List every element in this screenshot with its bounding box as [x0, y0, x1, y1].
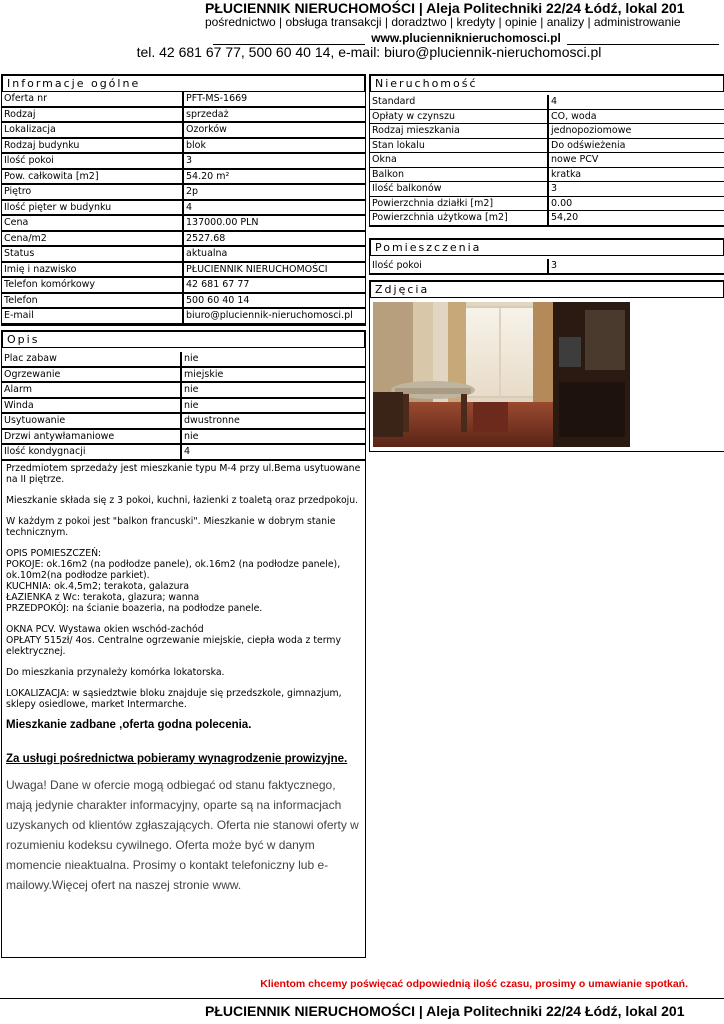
table-row: [370, 109, 724, 124]
field-value: nie: [181, 398, 365, 414]
field-value: 54.20 m²: [183, 169, 365, 185]
field-label: Ogrzewanie: [2, 367, 181, 383]
field-label: Ilość pokoi: [370, 259, 548, 273]
section-title-general: Informacje ogólne: [2, 75, 365, 92]
field-label: Rodzaj budynku: [2, 138, 183, 154]
commission-text: Za usługi pośrednictwa pobieramy wynagrodzenie prowizyjne.: [6, 752, 348, 765]
field-value: nie: [181, 382, 365, 398]
table-row: [370, 124, 724, 139]
field-value: Ozorków: [183, 122, 365, 138]
table-row: [2, 200, 365, 216]
field-label: Plac zabaw: [2, 352, 181, 367]
header-title: PŁUCIENNIK NIERUCHOMOŚCI | Aleja Politechniki 22/24 Łódź, lokal 201: [205, 0, 685, 16]
table-row: [2, 215, 365, 231]
field-value: blok: [183, 138, 365, 154]
section-title-description: Opis: [2, 331, 365, 348]
field-value: aktualna: [183, 246, 365, 262]
desc-paragraph: OKNA PCV. Wystawa okien wschód-zachód OPŁATY 515zł/ 4os. Centralne ogrzewanie miejskie, ciepła woda z termy elektrycznej.: [6, 623, 341, 657]
field-label: Okna: [370, 153, 548, 168]
table-row: [370, 167, 724, 182]
rooms-panel: [369, 238, 724, 275]
field-label: Balkon: [370, 167, 548, 182]
desc-paragraph: Przedmiotem sprzedaży jest mieszkanie typu M-4 przy ul.Bema usytuowane na II piętrze.: [6, 462, 361, 485]
highlight-text: Mieszkanie zadbane ,oferta godna polecenia.: [6, 718, 252, 731]
table-row: [2, 367, 365, 383]
rooms-table: [370, 259, 724, 274]
field-label: Drzwi antywłamaniowe: [2, 429, 181, 445]
table-row: [370, 95, 724, 109]
field-label: Rodzaj mieszkania: [370, 124, 548, 139]
table-row: [2, 184, 365, 200]
field-value: 137000.00 PLN: [183, 215, 365, 231]
field-value: nie: [181, 429, 365, 445]
description-text: [2, 461, 365, 897]
field-value: biuro@pluciennik-nieruchomosci.pl: [183, 308, 365, 324]
table-row: [2, 413, 365, 429]
field-value: PŁUCIENNIK NIERUCHOMOŚCI: [183, 262, 365, 278]
field-value: CO, woda: [548, 109, 724, 124]
field-value: 4: [183, 200, 365, 216]
table-row: [2, 153, 365, 169]
field-value: 2p: [183, 184, 365, 200]
field-value: 54,20: [548, 211, 724, 226]
field-value: 3: [548, 259, 724, 273]
field-label: Ilość pięter w budynku: [2, 200, 183, 216]
section-title-rooms: Pomieszczenia: [370, 239, 724, 256]
property-panel: [369, 74, 724, 227]
footer-note: Klientom chcemy poświęcać odpowiednią ilość czasu, prosimy o umawianie spotkań.: [260, 978, 688, 990]
table-row: [370, 211, 724, 226]
footer-title: PŁUCIENNIK NIERUCHOMOŚCI | Aleja Politechniki 22/24 Łódź, lokal 201: [205, 1003, 685, 1019]
field-value: 0.00: [548, 196, 724, 211]
field-value: nie: [181, 352, 365, 367]
disclaimer-text: Uwaga! Dane w ofercie mogą odbiegać od stanu faktycznego, mają jedynie charakter informacyjny, oparte są na informacjach uzyskanych od klientów zgłaszających. Oferta nie stanowi oferty w rozumieniu kodeksu cywilnego. Oferta może być w danym momencie nieaktualna. Prosimy o kontakt telefoniczny lub e-mailowy.Więcej ofert na naszej stronie www.: [6, 777, 359, 892]
table-row: [2, 138, 365, 154]
field-label: Ilość balkonów: [370, 182, 548, 197]
field-label: Winda: [2, 398, 181, 414]
header-contact: tel. 42 681 67 77, 500 60 40 14, e-mail: biuro@pluciennik-nieruchomosci.pl: [136, 44, 602, 60]
field-label: Cena: [2, 215, 183, 231]
field-value: jednopoziomowe: [548, 124, 724, 139]
field-value: dwustronne: [181, 413, 365, 429]
desc-paragraph: LOKALIZACJA: w sąsiedztwie bloku znajduje się przedszkole, gimnazjum, sklepy osiedlowe, market Intermarche.: [6, 687, 342, 710]
field-label: Ilość pokoi: [2, 153, 183, 169]
field-value: 4: [181, 444, 365, 460]
field-value: nowe PCV: [548, 153, 724, 168]
field-label: Ilość kondygnacji: [2, 444, 181, 460]
header-website-row: [213, 31, 719, 45]
field-value: miejskie: [181, 367, 365, 383]
field-label: Piętro: [2, 184, 183, 200]
header-services: pośrednictwo | obsługa transakcji | doradztwo | kredyty | opinie | analizy | administrowanie: [205, 15, 681, 29]
table-row: [2, 262, 365, 278]
photos-panel: [369, 280, 724, 452]
apartment-photo[interactable]: [373, 302, 630, 447]
field-label: Powierzchnia działki [m2]: [370, 196, 548, 211]
field-value: Do odświeżenia: [548, 138, 724, 153]
field-value: 500 60 40 14: [183, 293, 365, 309]
table-row: [2, 352, 365, 367]
table-row: [2, 444, 365, 460]
table-row: [2, 308, 365, 324]
table-row: [370, 182, 724, 197]
section-title-property: Nieruchomość: [370, 75, 724, 92]
property-table: [370, 95, 724, 226]
table-row: [2, 293, 365, 309]
field-label: Cena/m2: [2, 231, 183, 247]
table-row: [2, 92, 365, 107]
description-table: [2, 352, 365, 461]
field-value: kratka: [548, 167, 724, 182]
field-label: Imię i nazwisko: [2, 262, 183, 278]
table-row: [2, 122, 365, 138]
field-label: Telefon komórkowy: [2, 277, 183, 293]
field-value: 4: [548, 95, 724, 109]
table-row: [2, 107, 365, 123]
field-label: Powierzchnia użytkowa [m2]: [370, 211, 548, 226]
divider: [0, 998, 724, 999]
table-row: [370, 196, 724, 211]
field-label: Status: [2, 246, 183, 262]
field-label: Stan lokalu: [370, 138, 548, 153]
field-value: PFT-MS-1669: [183, 92, 365, 107]
field-value: 42 681 67 77: [183, 277, 365, 293]
desc-paragraph: Do mieszkania przynależy komórka lokatorska.: [6, 666, 225, 678]
desc-paragraph: W każdym z pokoi jest "balkon francuski". Mieszkanie w dobrym stanie technicznym.: [6, 515, 336, 538]
website-link[interactable]: www.plucienniknieruchomosci.pl: [371, 31, 561, 45]
field-label: Rodzaj: [2, 107, 183, 123]
description-panel: [1, 330, 366, 958]
general-info-panel: [1, 74, 366, 326]
field-label: Opłaty w czynszu: [370, 109, 548, 124]
field-value: 2527.68: [183, 231, 365, 247]
table-row: [2, 246, 365, 262]
desc-paragraph: OPIS POMIESZCZEŃ: POKOJE: ok.16m2 (na podłodze panele), ok.16m2 (na podłodze panele), ok.10m2(na podłodze parkiet). KUCHNIA: ok.4,5m2; terakota, galazura ŁAZIENKA z Wc: terakota, glazura; wanna PRZEDPOKÓJ: na ścianie boazeria, na podłodze panele.: [6, 547, 341, 614]
field-value: sprzedaż: [183, 107, 365, 123]
desc-paragraph: Mieszkanie składa się z 3 pokoi, kuchni, łazienki z toaletą oraz przedpokoju.: [6, 494, 359, 506]
general-info-table: [2, 92, 365, 325]
field-label: E-mail: [2, 308, 183, 324]
table-row: [2, 429, 365, 445]
table-row: [370, 153, 724, 168]
table-row: [2, 398, 365, 414]
field-value: 3: [183, 153, 365, 169]
field-value: 3: [548, 182, 724, 197]
field-label: Standard: [370, 95, 548, 109]
table-row: [2, 169, 365, 185]
table-row: [2, 382, 365, 398]
table-row: [370, 138, 724, 153]
table-row: [370, 259, 724, 273]
field-label: Oferta nr: [2, 92, 183, 107]
field-label: Alarm: [2, 382, 181, 398]
field-label: Telefon: [2, 293, 183, 309]
section-title-photos: Zdjęcia: [370, 281, 724, 298]
field-label: Lokalizacja: [2, 122, 183, 138]
table-row: [2, 277, 365, 293]
table-row: [2, 231, 365, 247]
field-label: Usytuowanie: [2, 413, 181, 429]
field-label: Pow. całkowita [m2]: [2, 169, 183, 185]
